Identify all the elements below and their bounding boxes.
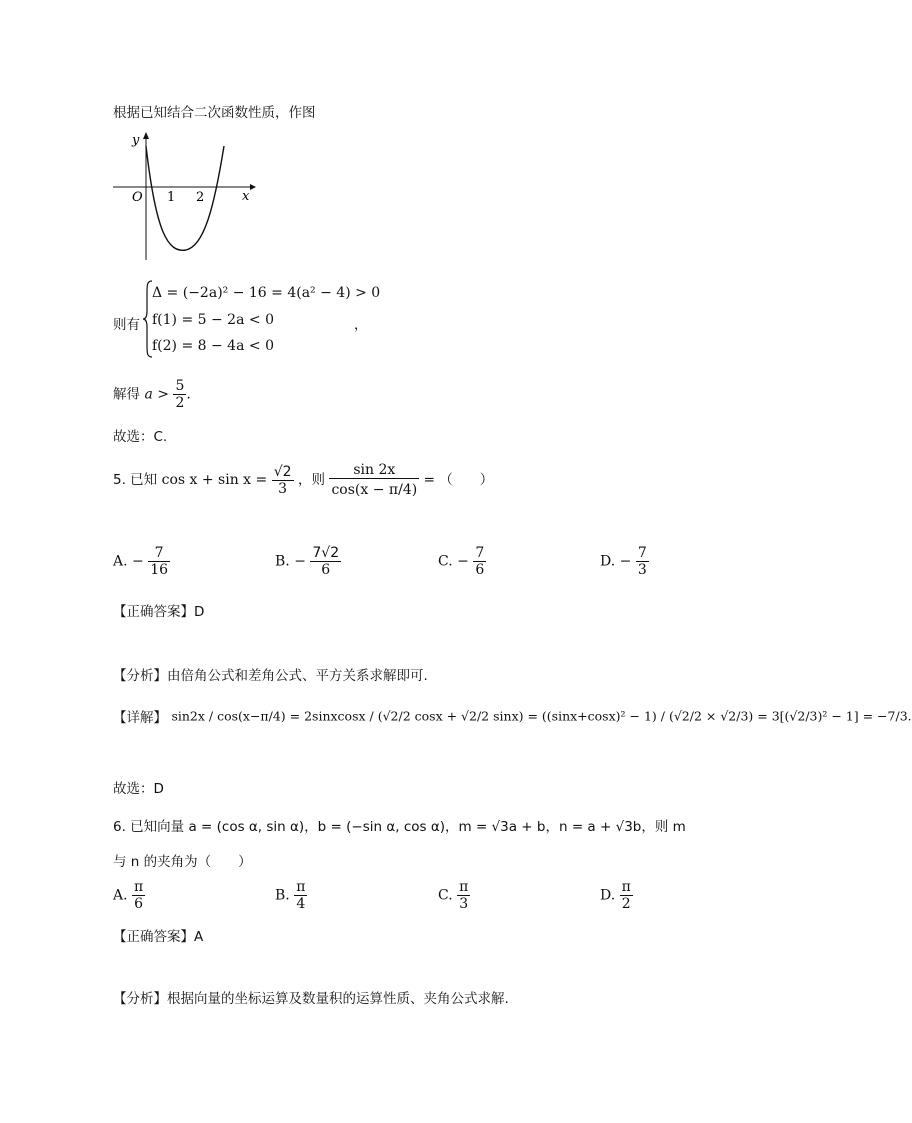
option-num: π (621, 879, 631, 895)
q4-answer: 故选：C. (113, 429, 168, 445)
graph-origin-label: O (132, 190, 143, 205)
q5-option-a[interactable] (113, 545, 170, 578)
q5-given-den: 3 (278, 480, 288, 497)
q5-answer: 故选：D (113, 781, 164, 797)
solve-expr: a > (144, 386, 169, 403)
q5-option-b[interactable] (275, 545, 341, 578)
option-num: π (296, 879, 306, 895)
solve-prefix: 解得 (113, 386, 140, 403)
option-den: 2 (621, 896, 631, 913)
option-num: 7 (475, 545, 485, 561)
option-num: 7√2 (312, 545, 340, 561)
option-label: B. (275, 887, 290, 904)
q5-detail (113, 706, 912, 726)
option-num: 7 (637, 545, 647, 561)
q5-analysis: 【分析】由倍角公式和差角公式、平方关系求解即可. (113, 668, 428, 684)
option-num: π (459, 879, 469, 895)
option-label: A. (113, 887, 128, 904)
option-sign: − (132, 553, 144, 570)
q5-given-lhs: cos x + sin x = (161, 472, 268, 489)
system-suffix: ， (354, 317, 368, 333)
option-den: 6 (321, 562, 331, 579)
option-label: A. (113, 553, 128, 570)
solve-den: 2 (175, 395, 185, 412)
option-sign: − (457, 553, 469, 570)
q6-option-b[interactable] (275, 879, 307, 912)
q6-stem-line-2: 与 n 的夹角为（ ） (113, 854, 252, 870)
solve-line: 解得 a > $\frac{5}{2}$ . (113, 378, 191, 412)
graph-x-label: x (242, 189, 250, 204)
q5-option-d[interactable] (600, 545, 649, 578)
system-prefix: 则有 (113, 317, 140, 333)
system-eq-3: f(2) = 8 − 4a < 0 (152, 338, 274, 354)
q5-stem (113, 462, 493, 498)
option-label: C. (438, 887, 453, 904)
option-num: π (134, 879, 144, 895)
q6-analysis: 【分析】根据向量的坐标运算及数量积的运算性质、夹角公式求解. (113, 991, 509, 1007)
q6-option-d[interactable] (600, 879, 633, 912)
q5-given-num: √2 (273, 463, 292, 480)
system-eq-2: f(1) = 5 − 2a < 0 (152, 312, 274, 328)
option-den: 16 (150, 562, 169, 579)
graph-tick-1: 1 (167, 190, 176, 205)
option-sign: − (294, 553, 306, 570)
option-label: C. (438, 553, 453, 570)
q5-mid: ，则 (298, 472, 325, 489)
option-num: 7 (148, 545, 170, 562)
option-label: D. (600, 887, 616, 904)
option-den: 6 (475, 562, 485, 579)
option-sign: − (619, 553, 632, 570)
parabola-graph (108, 128, 258, 268)
option-label: B. (275, 553, 290, 570)
option-den: 3 (637, 562, 647, 579)
q4-intro: 根据已知结合二次函数性质，作图 (113, 105, 316, 121)
option-den: 4 (296, 896, 306, 913)
q6-option-a[interactable] (113, 879, 145, 912)
q5-detail-tag: 【详解】 (113, 710, 167, 726)
graph-y-label: y (132, 133, 140, 148)
solve-num: 5 (175, 378, 185, 394)
q5-tail: = （ ） (423, 472, 494, 489)
option-den: 6 (134, 896, 144, 913)
q5-frac-den: cos(x − π/4) (331, 482, 418, 499)
q6-stem-line-1: 6. 已知向量 a = (cos α, sin α)，b = (−sin α, cos α)，m = √3a + b，n = a + √3b，则 m (113, 819, 686, 835)
q5-stem-prefix: 5. 已知 (113, 472, 158, 489)
q5-correct-answer: 【正确答案】D (113, 604, 205, 620)
option-label: D. (600, 553, 616, 570)
q5-option-c[interactable] (438, 545, 486, 578)
system-eq-1: Δ = (−2a)² − 16 = 4(a² − 4) > 0 (152, 285, 381, 301)
q6-correct-answer: 【正确答案】A (113, 929, 204, 945)
q5-detail-text: sin2x / cos(x−π/4) = 2sinxcosx / (√2/2 cosx + √2/2 sinx) = ((sinx+cosx)² − 1) / (√2/2 × √2/3) = 3[(√2/3)² − 1] = −7/3. (171, 708, 912, 724)
q6-option-c[interactable] (438, 879, 470, 912)
q5-frac-num: sin 2x (329, 462, 419, 479)
graph-tick-2: 2 (196, 190, 205, 205)
option-den: 3 (459, 896, 469, 913)
